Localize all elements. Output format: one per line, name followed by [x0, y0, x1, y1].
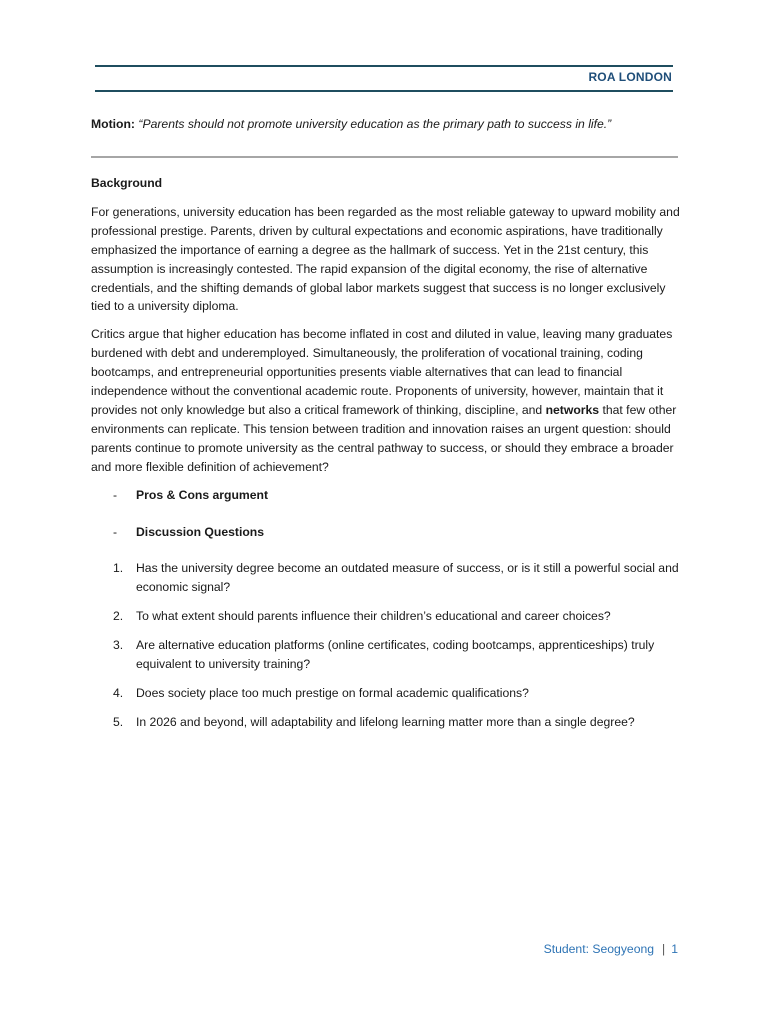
bullet-dash: - — [113, 524, 118, 539]
motion-statement — [91, 116, 681, 133]
paragraph-2-text-end: that few other environments can replicate. This tension between tradition and innovation raises an urgent question: should parents continue to promote university as the central pathway to success, or should they embrace a broader and more flexible definition of achievement? — [91, 402, 677, 474]
page-number: 1 — [671, 942, 678, 956]
list-item — [91, 684, 681, 703]
discussion-questions-list — [91, 559, 681, 731]
section-bullet-list — [91, 486, 681, 542]
list-item — [91, 636, 681, 674]
background-paragraph-2 — [91, 325, 681, 476]
paragraph-2-text-start: Critics argue that higher education has become inflated in cost and diluted in value, leaving many graduates burdened with debt and underemployed. Simultaneously, the proliferation of vocational training, coding bootcamps, and entrepreneurial opportunities presents viable alternatives that can lead to financial independence without the conventional academic route. Proponents of university, however, maintain that it provides not only knowledge but also a critical framework of thinking, discipline, and — [91, 327, 673, 417]
header-top-rule — [95, 65, 673, 67]
background-heading: Background — [91, 176, 163, 190]
page-footer — [544, 942, 678, 956]
footer-separator: | — [662, 942, 666, 956]
list-item — [91, 486, 681, 505]
bullet-dash: - — [113, 487, 118, 502]
question-text: In 2026 and beyond, will adaptability and lifelong learning matter more than a single degree? — [136, 714, 635, 729]
motion-label: Motion: — [91, 117, 135, 131]
header-title: ROA LONDON — [588, 70, 672, 84]
list-item — [91, 607, 681, 626]
main-content — [91, 174, 681, 742]
list-item — [91, 713, 681, 732]
question-text: Are alternative education platforms (online certificates, coding bootcamps, apprenticeships) truly equivalent to university training? — [136, 638, 655, 672]
background-paragraph-1: For generations, university education has been regarded as the most reliable gateway to upward mobility and professional prestige. Parents, driven by cultural expectations and economic aspirations, have traditionally emphasized the importance of earning a degree as the hallmark of success. Yet in the 21st century, this assumption is increasingly contested. The rapid expansion of the digital economy, the rise of alternative credentials, and the shifting demands of global labor markets suggest that success is no longer exclusively tied to a university diploma. — [91, 204, 680, 314]
question-number: 5. — [113, 714, 124, 729]
list-item — [91, 523, 681, 542]
question-number: 3. — [113, 638, 124, 653]
question-text: Does society place too much prestige on formal academic qualifications? — [136, 685, 529, 700]
question-number: 4. — [113, 685, 124, 700]
section-divider — [91, 156, 678, 158]
bullet-label: Pros & Cons argument — [136, 487, 269, 502]
paragraph-2-bold-networks: networks — [545, 402, 600, 417]
question-number: 2. — [113, 609, 124, 624]
motion-text: “Parents should not promote university education as the primary path to success in life.” — [138, 117, 612, 131]
list-item — [91, 559, 681, 597]
header-bottom-rule — [95, 90, 673, 92]
bullet-label: Discussion Questions — [136, 524, 264, 539]
question-text: To what extent should parents influence their children’s educational and career choices? — [136, 609, 611, 624]
question-number: 1. — [113, 561, 124, 576]
question-text: Has the university degree become an outdated measure of success, or is it still a powerful social and economic signal? — [136, 561, 679, 595]
footer-student: Student: Seogyeong — [543, 942, 655, 956]
